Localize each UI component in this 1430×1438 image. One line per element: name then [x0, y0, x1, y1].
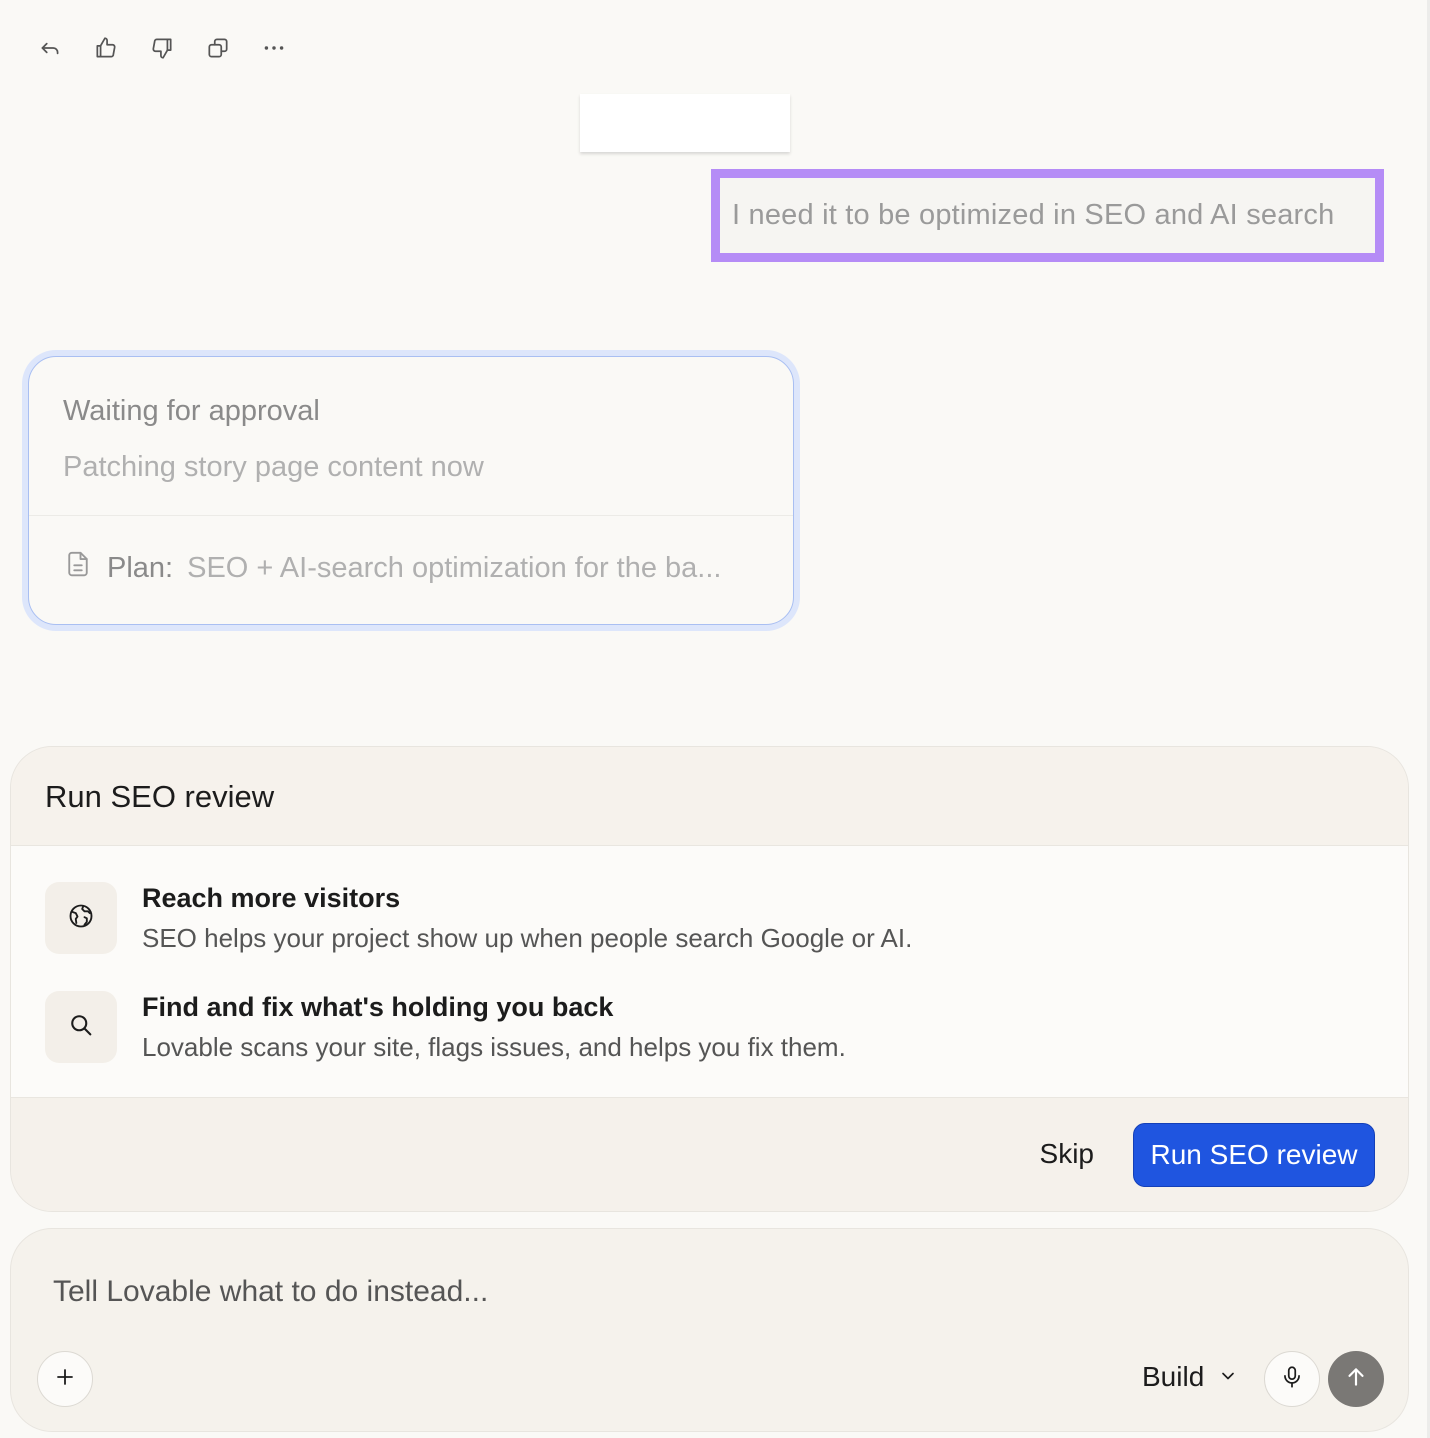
thumbs-down-button[interactable] [138, 26, 186, 74]
thumbs-up-button[interactable] [82, 26, 130, 74]
approval-card [22, 350, 800, 631]
copy-icon [205, 35, 231, 66]
approval-subtitle: Patching story page content now [63, 451, 484, 483]
user-message-text: I need it to be optimized in SEO and AI search [732, 199, 1335, 231]
divider [29, 515, 793, 516]
thumbs-up-icon [93, 35, 119, 66]
send-button[interactable] [1328, 1351, 1384, 1407]
blank-preview-card [580, 94, 790, 152]
seo-review-title: Run SEO review [45, 779, 275, 814]
undo-icon [37, 35, 63, 66]
feature-icon-box [45, 991, 117, 1063]
plus-icon [53, 1365, 77, 1394]
composer-input[interactable]: Tell Lovable what to do instead... [53, 1275, 489, 1308]
more-button[interactable] [250, 26, 298, 74]
thumbs-down-icon [149, 35, 175, 66]
more-icon [261, 35, 287, 66]
approval-title: Waiting for approval [63, 395, 320, 427]
document-icon [63, 549, 93, 587]
approval-card-inner [28, 356, 794, 625]
user-message-bubble [711, 169, 1384, 262]
feature-description: Lovable scans your site, flags issues, and helps you fix them. [142, 1032, 846, 1062]
skip-button[interactable]: Skip [1039, 1138, 1094, 1169]
search-icon [67, 1011, 95, 1044]
message-toolbar [26, 22, 298, 78]
feature-icon-box [45, 882, 117, 954]
seo-review-header [11, 747, 1408, 846]
feature-title: Find and fix what's holding you back [142, 992, 614, 1022]
run-seo-review-button[interactable]: Run SEO review [1133, 1123, 1375, 1187]
microphone-button[interactable] [1264, 1351, 1320, 1407]
feature-text [142, 882, 912, 954]
microphone-icon [1279, 1364, 1305, 1395]
mode-select[interactable] [1142, 1361, 1238, 1393]
feature-text [142, 991, 846, 1063]
mode-label: Build [1142, 1361, 1205, 1392]
feature-find-fix [45, 991, 846, 1063]
undo-button[interactable] [26, 26, 74, 74]
arrow-up-icon [1343, 1364, 1369, 1395]
seo-review-body [11, 846, 1408, 1098]
plan-link[interactable] [63, 549, 721, 587]
seo-review-card [10, 746, 1409, 1212]
feature-title: Reach more visitors [142, 883, 401, 913]
composer [10, 1228, 1409, 1432]
chevron-down-icon [1218, 1361, 1238, 1393]
plan-text: SEO + AI-search optimization for the ba... [187, 551, 722, 584]
seo-review-footer [11, 1098, 1408, 1211]
globe-icon [67, 902, 95, 935]
copy-button[interactable] [194, 26, 242, 74]
feature-description: SEO helps your project show up when people search Google or AI. [142, 923, 913, 953]
plan-label: Plan: [107, 551, 174, 584]
feature-reach-visitors [45, 882, 912, 954]
add-attachment-button[interactable] [37, 1351, 93, 1407]
